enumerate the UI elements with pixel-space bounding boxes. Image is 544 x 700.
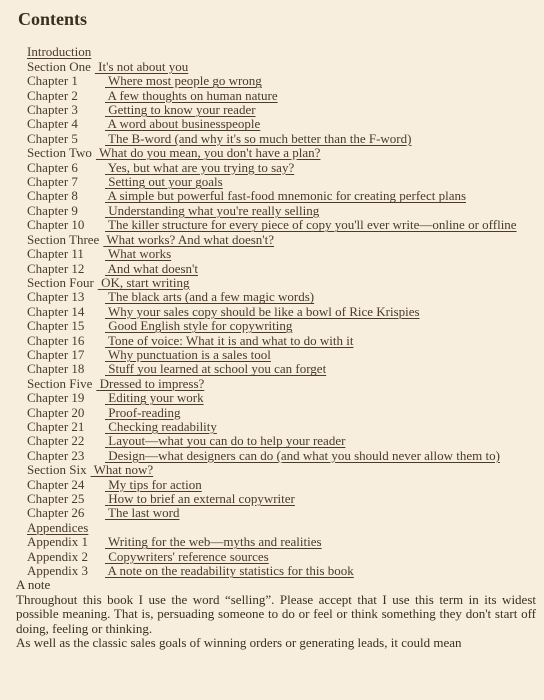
toc-title: Writing for the web—myths and realities bbox=[108, 534, 322, 550]
toc-link[interactable] bbox=[27, 318, 292, 333]
toc-title: Good English style for copywriting bbox=[108, 318, 293, 334]
toc-number: Chapter 21 bbox=[27, 418, 85, 434]
toc-number: Chapter 13 bbox=[27, 289, 85, 305]
toc-item bbox=[27, 550, 536, 564]
toc-number: Section Six bbox=[27, 462, 87, 478]
body-paragraph-1: Throughout this book I use the word “selling”. Please accept that I use this term in its widest possible meaning. That is, persuading someone to do or feel or think something they don't start off doing, feeling or thinking. bbox=[16, 591, 536, 636]
toc-item bbox=[27, 319, 536, 333]
toc-link[interactable] bbox=[27, 102, 256, 117]
toc-number: Chapter 2 bbox=[27, 87, 78, 103]
toc-title: And what doesn't bbox=[107, 260, 198, 276]
toc-link[interactable] bbox=[27, 333, 353, 348]
toc-item bbox=[27, 420, 536, 434]
toc-link[interactable] bbox=[27, 563, 354, 578]
toc-title: How to brief an external copywriter bbox=[108, 491, 295, 506]
toc-link[interactable] bbox=[27, 347, 271, 362]
toc-link[interactable] bbox=[27, 376, 204, 391]
toc-title: The black arts (and a few magic words) bbox=[108, 289, 315, 305]
toc-title: The killer structure for every piece of copy you'll ever write—online or offline bbox=[108, 217, 517, 233]
toc-number: Chapter 24 bbox=[27, 476, 85, 492]
toc-link[interactable] bbox=[27, 116, 260, 131]
toc-item bbox=[27, 74, 536, 88]
toc-number: Chapter 1 bbox=[27, 73, 78, 89]
toc-number: Chapter 9 bbox=[27, 202, 78, 218]
toc-title: Proof-reading bbox=[108, 404, 181, 420]
toc-item bbox=[27, 305, 536, 319]
toc-link[interactable] bbox=[27, 534, 322, 549]
toc-title: Editing your work bbox=[108, 390, 204, 406]
toc-title: The last word bbox=[108, 505, 180, 521]
toc-title: Yes, but what are you trying to say? bbox=[107, 159, 295, 175]
toc-item bbox=[27, 45, 536, 59]
toc-number: Section Four bbox=[27, 274, 94, 290]
toc-item bbox=[27, 506, 536, 520]
toc-number: Chapter 26 bbox=[27, 505, 85, 521]
toc-number: Chapter 23 bbox=[27, 447, 85, 463]
toc-item bbox=[27, 348, 536, 362]
toc-title: A few thoughts on human nature bbox=[107, 87, 278, 103]
toc-item bbox=[27, 492, 536, 506]
toc-title: Copywriters' reference sources bbox=[108, 548, 269, 564]
toc-title: Design—what designers can do (and what you should never allow them to) bbox=[108, 447, 500, 463]
toc-title: OK, start writing bbox=[101, 274, 190, 290]
toc-title: Tone of voice: What it is and what to do with it bbox=[108, 332, 354, 348]
toc-number: Section Three bbox=[27, 231, 100, 247]
toc-title: Getting to know your reader bbox=[108, 102, 256, 118]
toc-link[interactable] bbox=[27, 520, 88, 535]
toc-title: Layout—what you can do to help your reader bbox=[108, 433, 346, 449]
toc-item bbox=[27, 233, 536, 247]
toc-number: Chapter 6 bbox=[27, 159, 78, 175]
toc-title: Setting out your goals bbox=[108, 174, 223, 190]
toc-title: Where most people go wrong bbox=[108, 73, 262, 89]
toc-link[interactable] bbox=[27, 491, 295, 506]
toc-number: Appendix 1 bbox=[27, 534, 89, 550]
toc-number: Chapter 18 bbox=[27, 361, 85, 377]
toc-title: Appendices bbox=[27, 519, 89, 535]
toc-title: My tips for action bbox=[108, 476, 202, 492]
toc-item bbox=[27, 463, 536, 477]
toc-title: Why punctuation is a sales tool bbox=[108, 346, 271, 362]
toc-link[interactable] bbox=[27, 59, 188, 74]
toc-item bbox=[27, 117, 536, 131]
toc-title: A word about businesspeople bbox=[107, 116, 261, 132]
toc-item bbox=[27, 535, 536, 549]
toc-link[interactable] bbox=[27, 131, 411, 146]
toc-title: What do you mean, you don't have a plan? bbox=[98, 145, 321, 161]
toc-item bbox=[27, 478, 536, 492]
toc-link[interactable] bbox=[27, 405, 180, 420]
toc-number: Chapter 8 bbox=[27, 188, 78, 204]
toc-item bbox=[27, 161, 536, 175]
toc-number: Chapter 14 bbox=[27, 303, 85, 319]
toc-number: Chapter 25 bbox=[27, 491, 85, 506]
toc-title: The B-word (and why it's so much better than the F-word) bbox=[108, 130, 412, 146]
toc-link[interactable] bbox=[27, 261, 198, 276]
toc-title: What now? bbox=[93, 462, 154, 478]
toc-number: Chapter 19 bbox=[27, 390, 85, 406]
toc-number: Chapter 7 bbox=[27, 174, 78, 190]
toc-number: Chapter 4 bbox=[27, 116, 78, 132]
toc-item bbox=[27, 290, 536, 304]
toc-link[interactable] bbox=[27, 145, 320, 160]
toc-title: Stuff you learned at school you can forget bbox=[108, 361, 327, 377]
toc-link[interactable] bbox=[27, 188, 466, 203]
toc-link[interactable] bbox=[27, 232, 274, 247]
toc-link[interactable] bbox=[27, 462, 153, 477]
toc-item bbox=[27, 247, 536, 261]
toc-number: Section Five bbox=[27, 375, 93, 391]
toc-item bbox=[27, 434, 536, 448]
toc-item bbox=[27, 362, 536, 376]
toc-link[interactable] bbox=[27, 304, 420, 319]
toc-item bbox=[27, 218, 536, 232]
toc-number: Chapter 11 bbox=[27, 246, 84, 262]
toc-item bbox=[27, 564, 536, 578]
toc-title: What works? And what doesn't? bbox=[106, 231, 275, 247]
toc-number: Chapter 3 bbox=[27, 102, 78, 118]
toc-number: Section Two bbox=[27, 145, 92, 161]
toc-item bbox=[27, 377, 536, 391]
toc-item bbox=[27, 276, 536, 290]
toc-title: Understanding what you're really selling bbox=[108, 202, 320, 218]
toc-number: Appendix 3 bbox=[27, 563, 89, 579]
toc-item bbox=[27, 60, 536, 74]
toc-number: Chapter 22 bbox=[27, 433, 85, 449]
toc-link[interactable] bbox=[27, 275, 190, 290]
toc-link[interactable] bbox=[27, 448, 500, 463]
toc-number: Chapter 20 bbox=[27, 404, 85, 420]
toc-link[interactable] bbox=[27, 246, 171, 261]
toc-number: Chapter 17 bbox=[27, 346, 85, 362]
toc-number: Chapter 5 bbox=[27, 130, 78, 146]
toc-link[interactable] bbox=[27, 88, 278, 103]
note-heading: A note bbox=[16, 577, 51, 593]
toc-title: Checking readability bbox=[108, 418, 217, 434]
body-paragraph-2: As well as the classic sales goals of winning orders or generating leads, it could mean bbox=[16, 635, 462, 651]
toc-item bbox=[27, 103, 536, 117]
toc-title: Why your sales copy should be like a bowl of Rice Krispies bbox=[108, 303, 420, 319]
toc-number: Chapter 12 bbox=[27, 260, 85, 276]
toc-link[interactable] bbox=[27, 174, 223, 189]
toc-item bbox=[27, 391, 536, 405]
toc-link[interactable] bbox=[27, 361, 326, 376]
toc-item bbox=[27, 334, 536, 348]
toc-item bbox=[27, 521, 536, 535]
toc-item bbox=[27, 146, 536, 160]
toc-link[interactable] bbox=[27, 289, 314, 304]
toc-number: Chapter 15 bbox=[27, 318, 85, 334]
toc-number: Chapter 10 bbox=[27, 217, 85, 233]
toc-number: Appendix 2 bbox=[27, 548, 89, 564]
toc-title: Dressed to impress? bbox=[99, 375, 205, 391]
toc-link[interactable] bbox=[27, 217, 517, 232]
toc-link[interactable] bbox=[27, 477, 202, 492]
toc-title: What works bbox=[108, 246, 172, 262]
toc-number: Chapter 16 bbox=[27, 332, 85, 348]
toc-link[interactable] bbox=[27, 44, 91, 59]
toc-title: It's not about you bbox=[98, 58, 189, 74]
toc-item bbox=[27, 89, 536, 103]
toc-link[interactable] bbox=[27, 160, 294, 175]
toc-link[interactable] bbox=[27, 390, 204, 405]
toc-title: A simple but powerful fast-food mnemonic for creating perfect plans bbox=[107, 188, 467, 204]
toc-item bbox=[27, 175, 536, 189]
toc-link[interactable] bbox=[27, 433, 345, 448]
toc-item bbox=[27, 189, 536, 203]
toc-item bbox=[27, 262, 536, 276]
toc-link[interactable] bbox=[27, 73, 262, 88]
toc-item bbox=[27, 204, 536, 218]
toc-item bbox=[27, 406, 536, 420]
toc-link[interactable] bbox=[27, 419, 217, 434]
toc-item bbox=[27, 132, 536, 146]
toc-link[interactable] bbox=[27, 203, 319, 218]
toc-title: A note on the readability statistics for this book bbox=[107, 563, 354, 579]
toc-number: Section One bbox=[27, 58, 91, 74]
page-title: Contents bbox=[18, 9, 88, 29]
toc-title: Introduction bbox=[27, 44, 92, 60]
toc-item bbox=[27, 449, 536, 463]
table-of-contents bbox=[16, 45, 536, 578]
toc-link[interactable] bbox=[27, 505, 180, 520]
toc-link[interactable] bbox=[27, 549, 269, 564]
